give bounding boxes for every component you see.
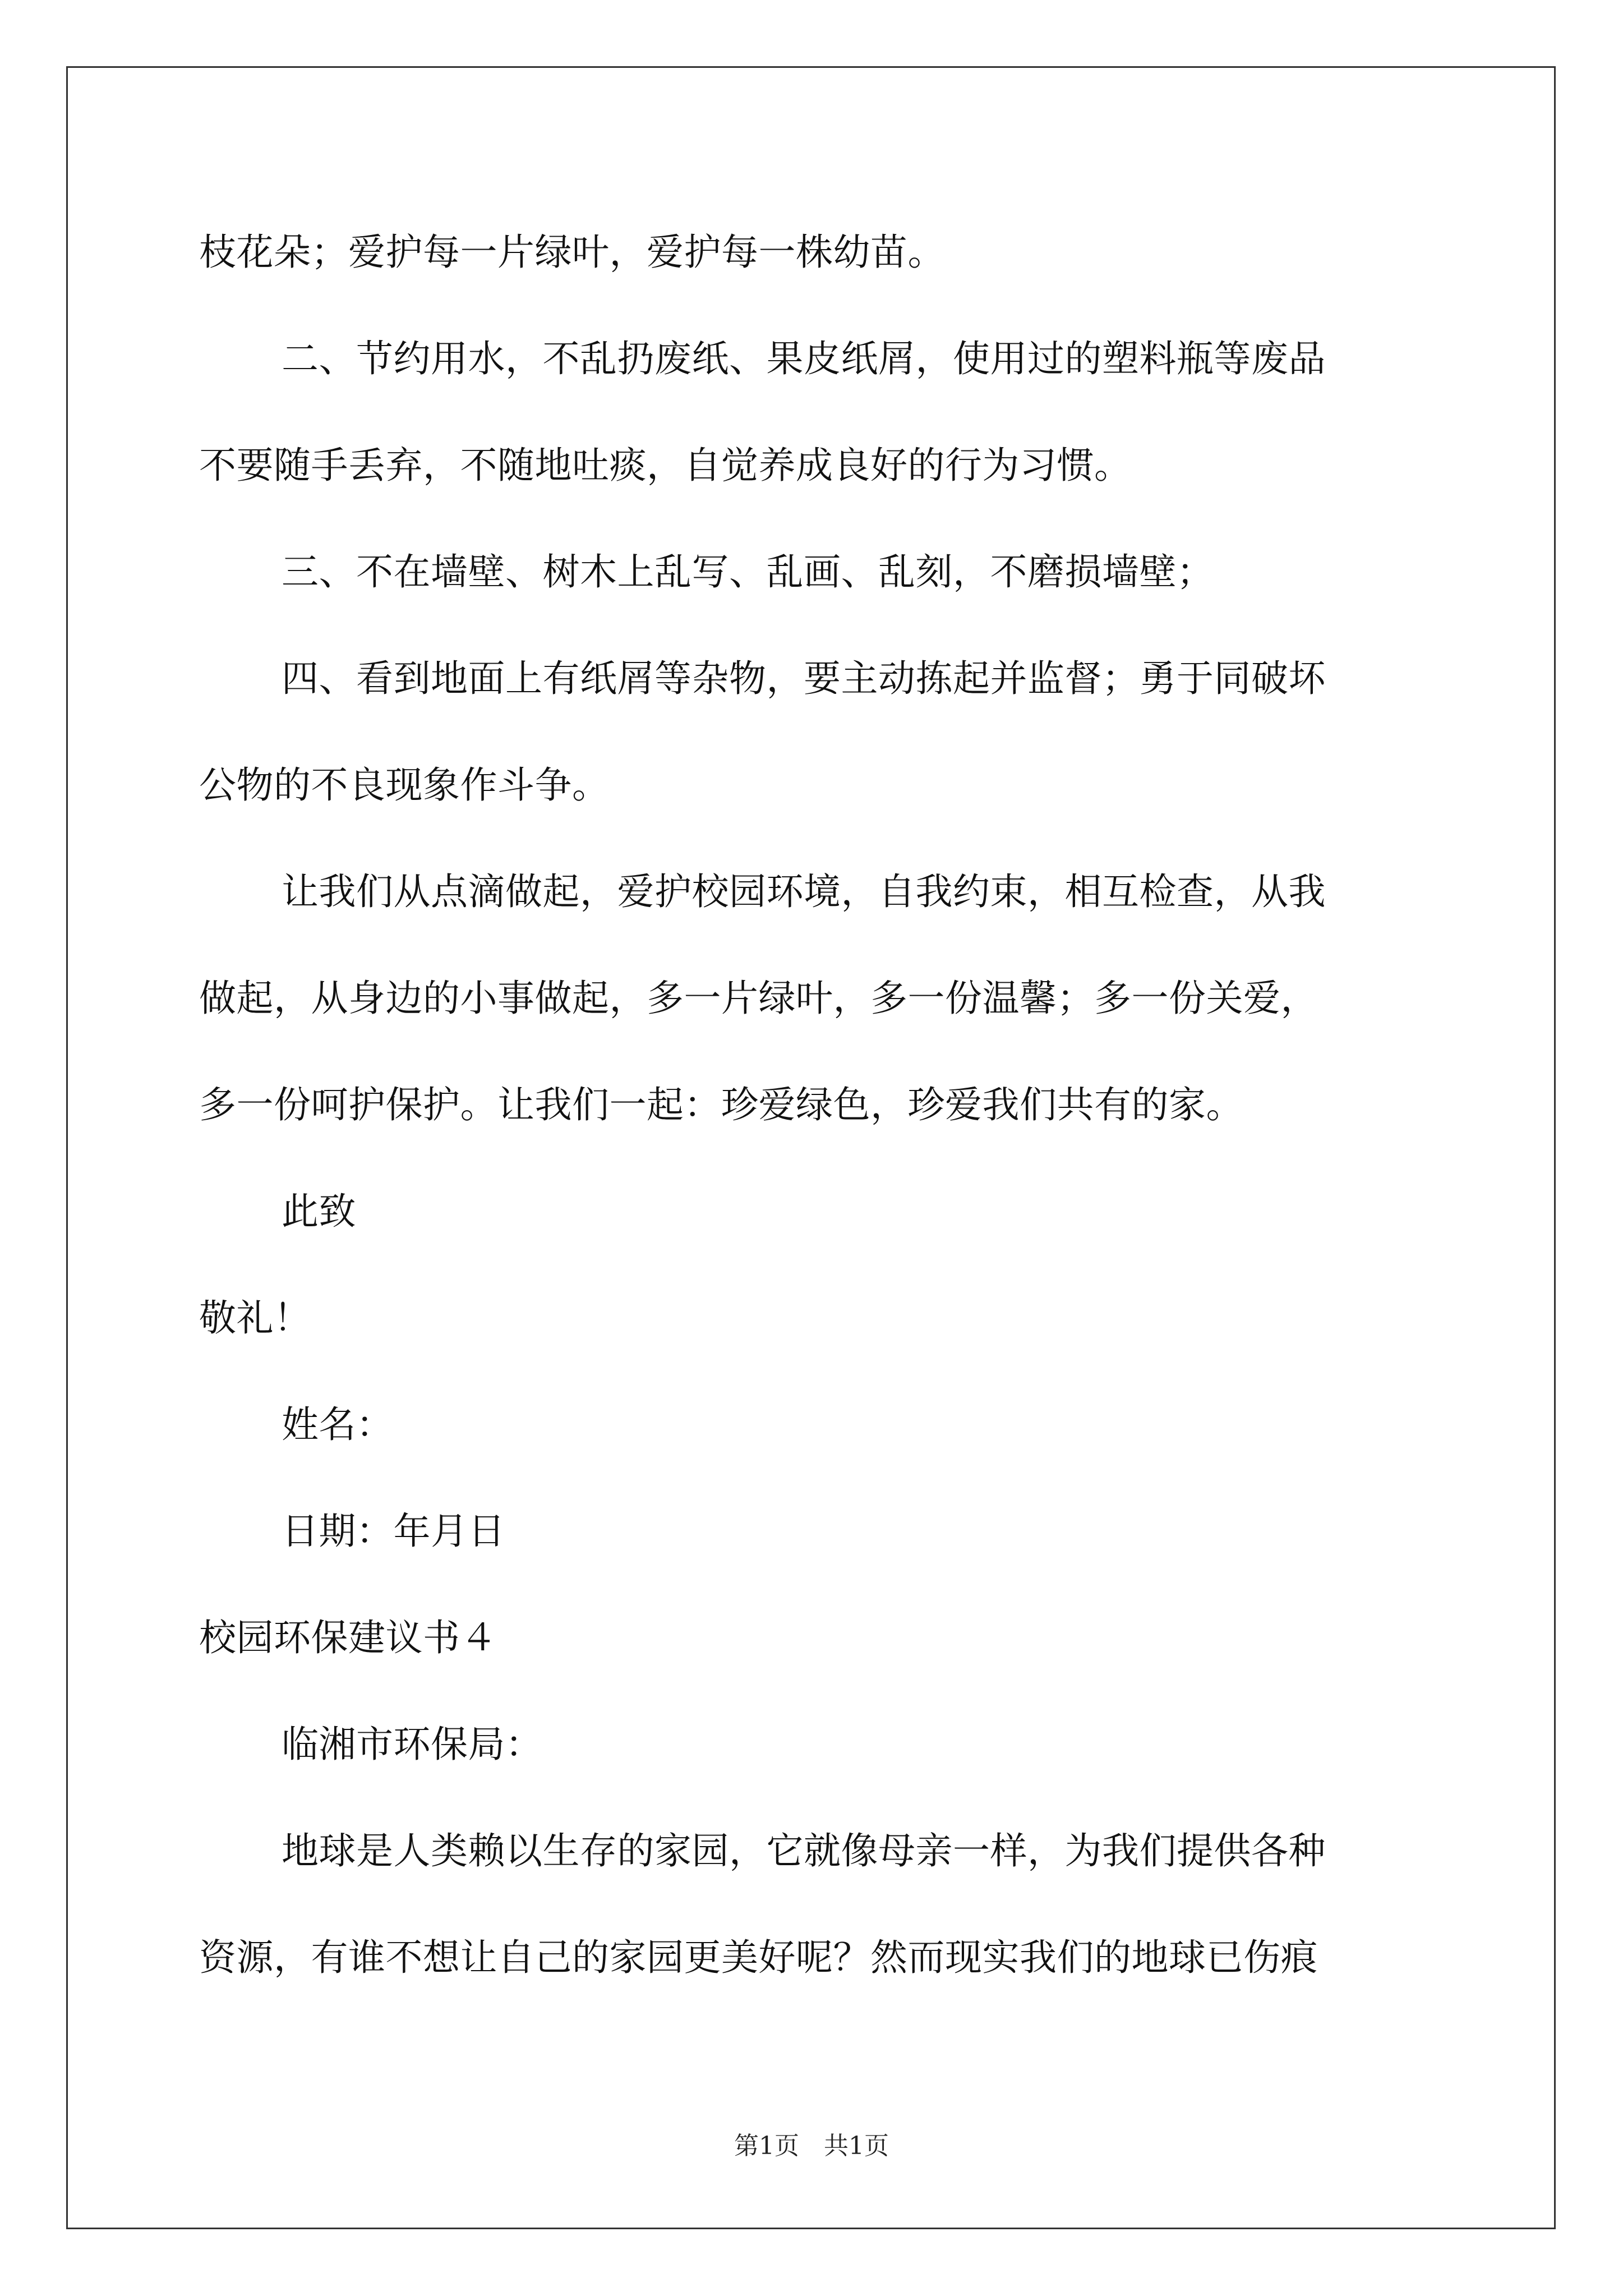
addressee-line: 临湘市环保局： xyxy=(282,1723,543,1766)
date-line: 日期：年月日 xyxy=(282,1510,505,1553)
text-line: 多一份呵护保护。让我们一起：珍爱绿色，珍爱我们共有的家。 xyxy=(199,1083,1243,1126)
page-border xyxy=(66,66,1556,2229)
text-line: 三、不在墙壁、树木上乱写、乱画、乱刻，不磨损墙壁； xyxy=(282,550,1214,593)
page-number: 第1页 共1页 xyxy=(734,2132,889,2160)
text-line: 公物的不良现象作斗争。 xyxy=(199,763,610,807)
closing-line: 此致 xyxy=(282,1190,356,1233)
text-line: 地球是人类赖以生存的家园，它就像母亲一样，为我们提供各种 xyxy=(282,1829,1326,1872)
text-line: 让我们从点滴做起，爱护校园环境，自我约束，相互检查，从我 xyxy=(282,870,1326,913)
text-line: 二、节约用水，不乱扔废纸、果皮纸屑，使用过的塑料瓶等废品 xyxy=(282,337,1326,380)
text-line: 资源，有谁不想让自己的家园更美好呢？然而现实我们的地球已伤痕 xyxy=(199,1936,1318,1979)
salutation-line: 敬礼！ xyxy=(199,1296,311,1340)
section-heading: 校园环保建议书４ xyxy=(199,1616,497,1659)
name-line: 姓名： xyxy=(282,1403,394,1446)
text-line: 枝花朵；爱护每一片绿叶，爱护每一株幼苗。 xyxy=(199,231,945,274)
text-line: 不要随手丢弃，不随地吐痰，自觉养成良好的行为习惯。 xyxy=(199,444,1132,487)
text-line: 四、看到地面上有纸屑等杂物，要主动拣起并监督；勇于同破坏 xyxy=(282,657,1326,700)
text-line: 做起，从身边的小事做起，多一片绿叶，多一份温馨；多一份关爱， xyxy=(199,977,1318,1020)
